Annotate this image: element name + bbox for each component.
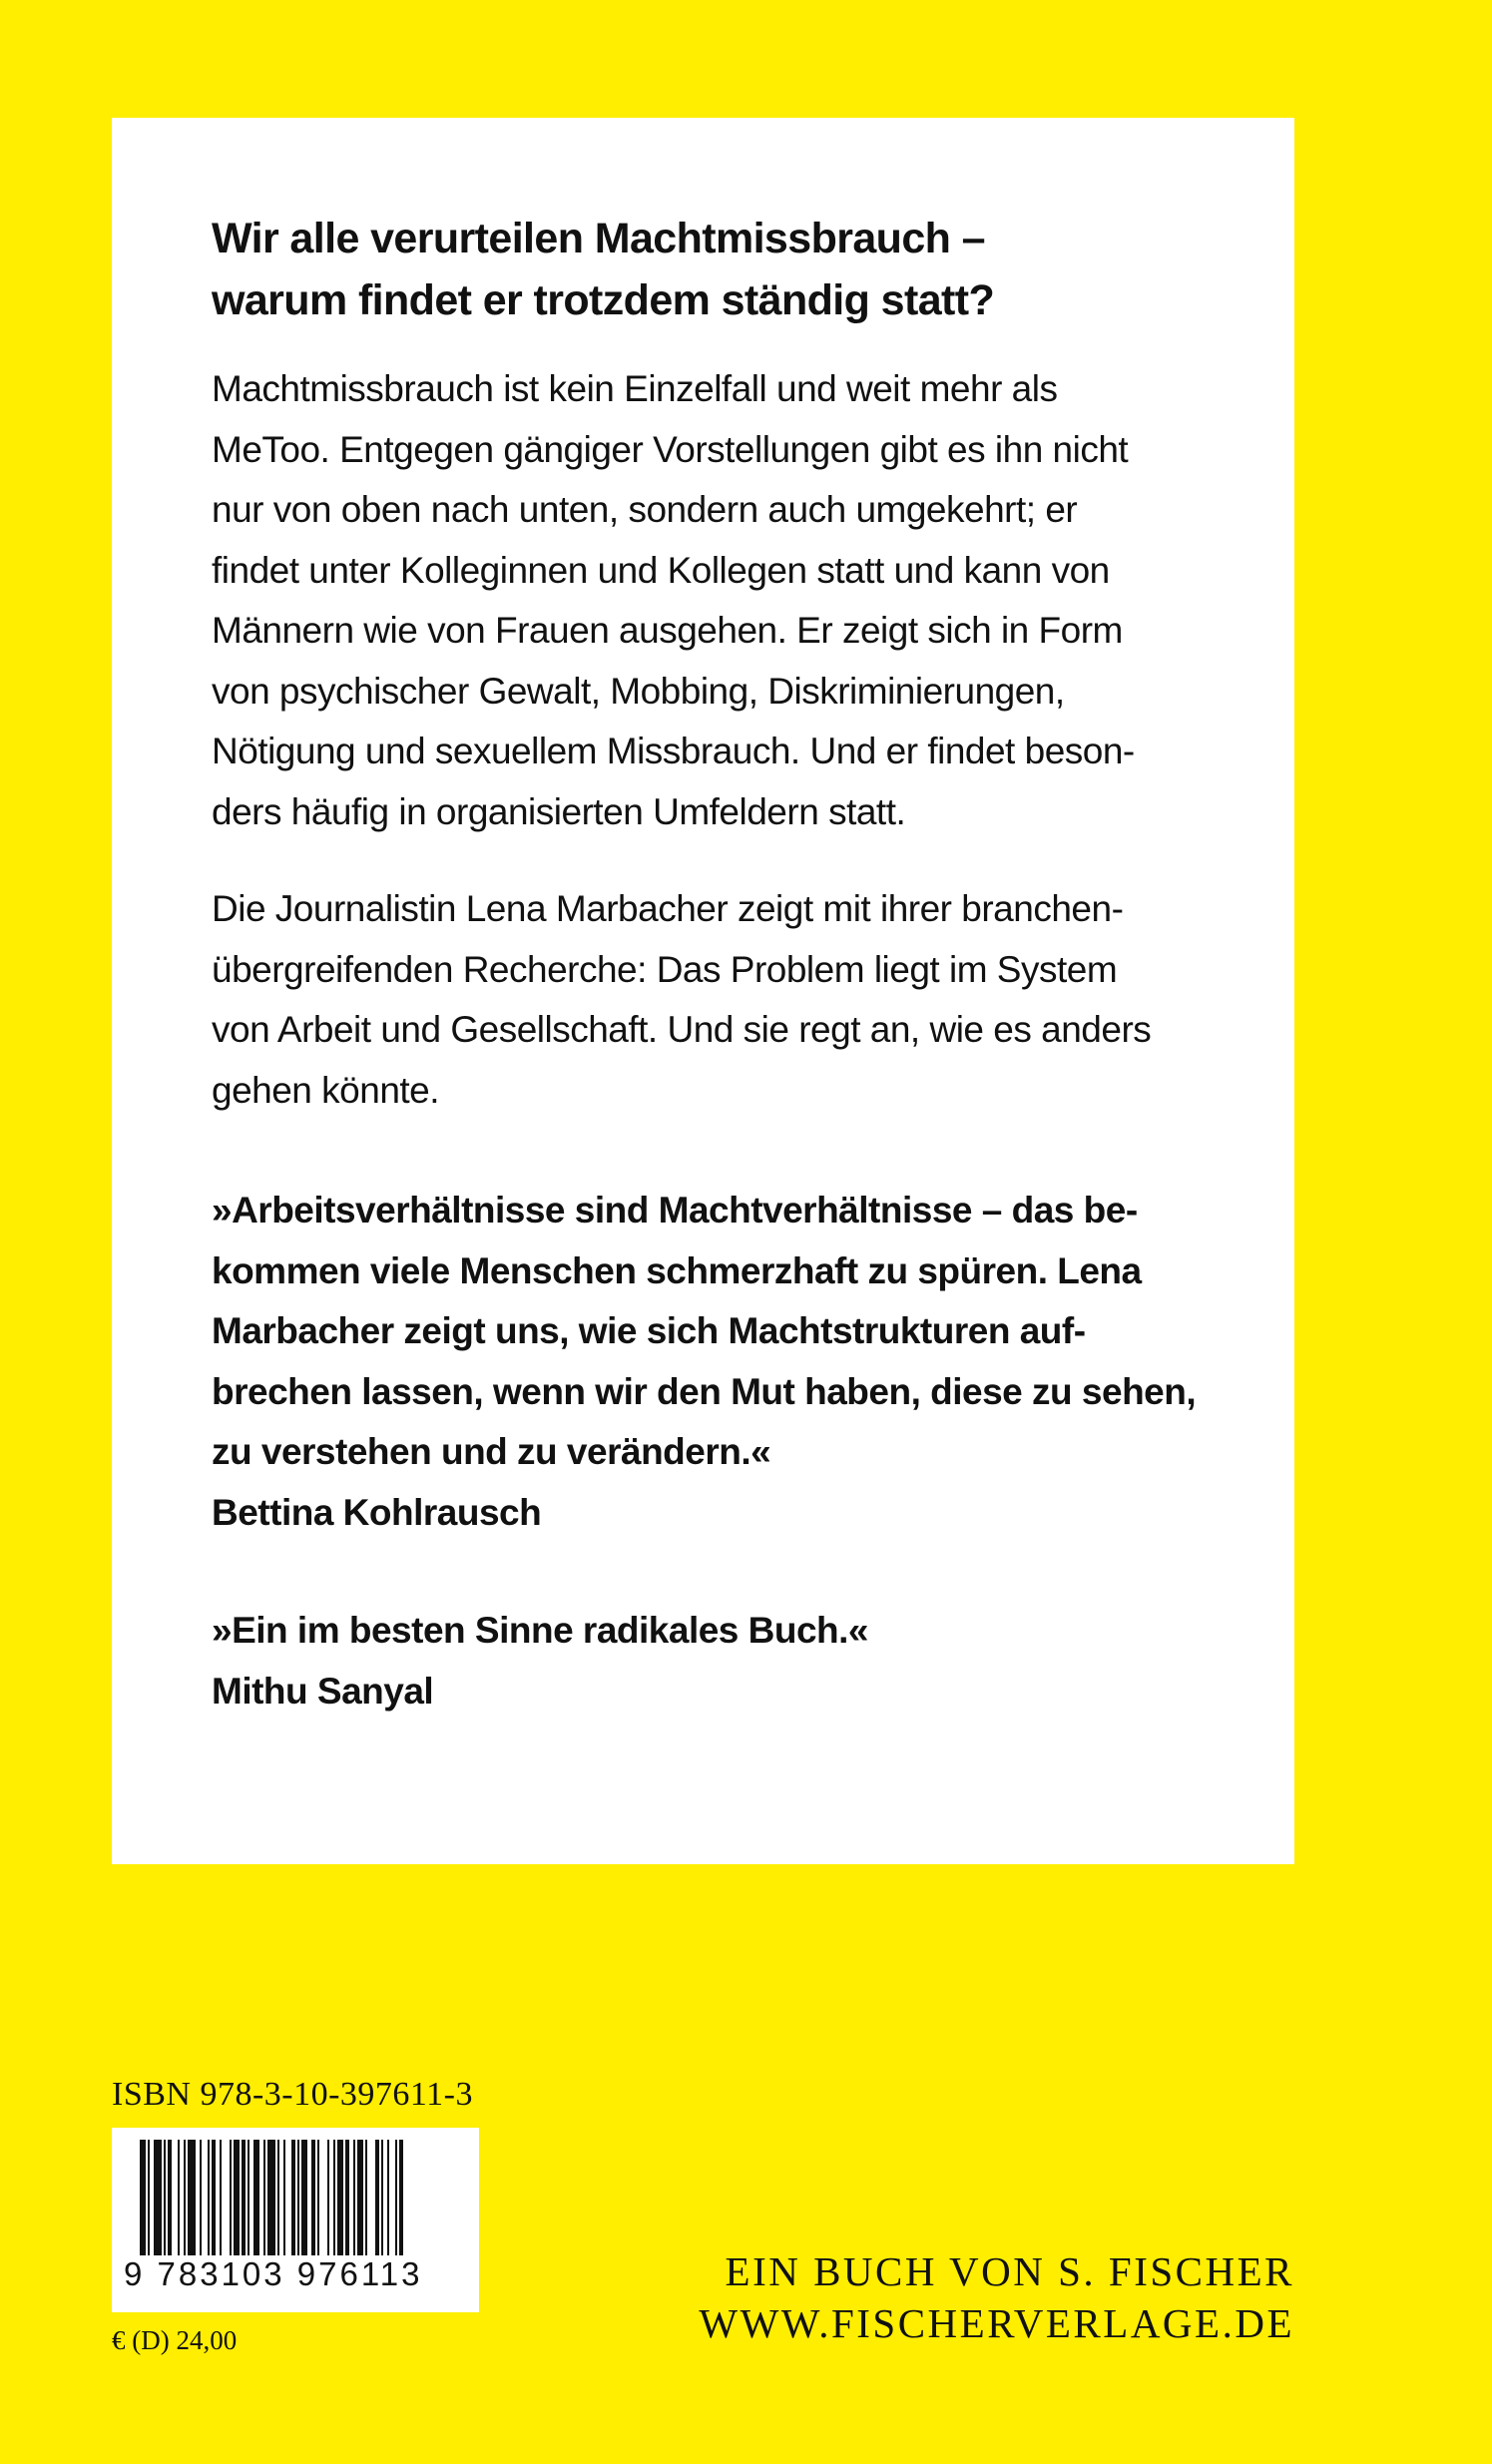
price-label: € (D) 24,00	[112, 2325, 238, 2355]
paragraph-line: Männern wie von Frauen ausgehen. Er zeigt sich in Form	[212, 610, 1123, 651]
barcode-bar	[277, 2140, 279, 2267]
barcode-bar	[311, 2140, 315, 2267]
quote-author: Bettina Kohlrausch	[212, 1491, 542, 1533]
paragraph-line: von Arbeit und Gesellschaft. Und sie regt an, wie es anders	[212, 1009, 1152, 1050]
review-quote-1	[212, 1181, 1210, 1543]
barcode-bar	[164, 2140, 166, 2267]
barcode-bar	[375, 2140, 379, 2267]
barcode-bar	[184, 2140, 186, 2267]
barcode-bar	[230, 2140, 232, 2267]
barcode-bar	[234, 2140, 240, 2267]
headline-line-1: Wir alle verurteilen Machtmissbrauch –	[212, 215, 985, 262]
paragraph-line: übergreifenden Recherche: Das Problem liegt im System	[212, 948, 1118, 990]
quote-author: Mithu Sanyal	[212, 1670, 434, 1712]
quote-line: kommen viele Menschen schmerzhaft zu spüren. Lena	[212, 1249, 1142, 1291]
barcode-bar	[148, 2140, 150, 2267]
quote-line: zu verstehen und zu verändern.«	[212, 1431, 771, 1472]
barcode-bar	[317, 2140, 319, 2267]
barcode-bar	[357, 2140, 363, 2267]
barcode-bar	[327, 2140, 329, 2267]
quote-line: »Arbeitsverhältnisse sind Machtverhältnisse – das be-	[212, 1190, 1138, 1231]
publisher-website: WWW.FISCHERVERLAGE.DE	[699, 2300, 1294, 2346]
barcode-bar	[395, 2140, 397, 2267]
barcode-bar	[353, 2140, 355, 2267]
publisher-info	[699, 2245, 1294, 2349]
blurb-panel	[112, 118, 1294, 1864]
description-paragraph-2	[212, 879, 1210, 1121]
paragraph-line: ders häufig in organisierten Umfeldern statt.	[212, 790, 906, 832]
barcode-bar	[248, 2140, 249, 2267]
headline-line-2: warum findet er trotzdem ständig statt?	[212, 276, 995, 324]
barcode-bar	[178, 2140, 180, 2267]
paragraph-line: Nötigung und sexuellem Missbrauch. Und er findet beson-	[212, 731, 1135, 771]
barcode	[112, 2128, 479, 2312]
paragraph-line: Die Journalistin Lena Marbacher zeigt mit ihrer branchen-	[212, 888, 1124, 929]
barcode-bar	[208, 2140, 210, 2267]
barcode-bar	[263, 2140, 265, 2267]
barcode-digits: 9 783103 976113	[112, 2255, 479, 2307]
barcode-bar	[267, 2140, 275, 2267]
barcode-bar	[140, 2140, 146, 2267]
barcode-bar	[387, 2140, 389, 2267]
barcode-bar	[333, 2140, 335, 2267]
quote-line: »Ein im besten Sinne radikales Buch.«	[212, 1610, 869, 1651]
barcode-bar	[301, 2140, 307, 2267]
publisher-line-1: EIN BUCH VON S. FISCHER	[725, 2248, 1294, 2294]
paragraph-line: von psychischer Gewalt, Mobbing, Diskriminierungen,	[212, 670, 1065, 712]
isbn-label: ISBN 978-3-10-397611-3	[112, 2076, 473, 2113]
barcode-bar	[283, 2140, 285, 2267]
barcode-bar	[188, 2140, 196, 2267]
quote-line: brechen lassen, wenn wir den Mut haben, diese zu sehen,	[212, 1370, 1197, 1412]
barcode-bar	[200, 2140, 202, 2267]
barcode-bar	[212, 2140, 216, 2267]
barcode-bar	[154, 2140, 162, 2267]
barcode-bar	[399, 2140, 403, 2267]
barcode-bar	[365, 2140, 367, 2267]
paragraph-line: MeToo. Entgegen gängiger Vorstellungen gibt es ihn nicht	[212, 428, 1129, 470]
barcode-bar	[220, 2140, 222, 2267]
paragraph-line: nur von oben nach unten, sondern auch umgekehrt; er	[212, 489, 1078, 530]
barcode-bar	[291, 2140, 295, 2267]
barcode-bar	[242, 2140, 246, 2267]
barcode-bar	[168, 2140, 172, 2267]
paragraph-line: gehen könnte.	[212, 1069, 440, 1111]
paragraph-line: findet unter Kolleginnen und Kollegen statt und kann von	[212, 549, 1110, 591]
barcode-bar	[345, 2140, 349, 2267]
headline	[212, 208, 1210, 331]
barcode-bar	[337, 2140, 343, 2267]
barcode-bar	[381, 2140, 383, 2267]
review-quote-2	[212, 1601, 1210, 1722]
description-paragraph-1	[212, 359, 1210, 842]
paragraph-line: Machtmissbrauch ist kein Einzelfall und weit mehr als	[212, 368, 1058, 409]
blurb-content	[212, 208, 1210, 1722]
barcode-bar	[253, 2140, 259, 2267]
barcode-bar	[297, 2140, 299, 2267]
quote-line: Marbacher zeigt uns, wie sich Machtstrukturen auf-	[212, 1310, 1086, 1351]
